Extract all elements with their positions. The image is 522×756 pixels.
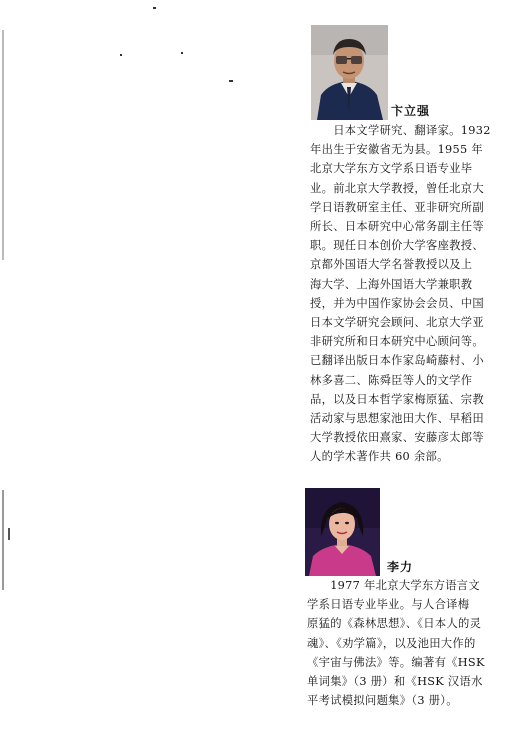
scan-speck <box>8 528 10 540</box>
bio-line: 已翻译出版日本作家岛崎藤村、小 <box>310 354 484 368</box>
author-bio-li-li <box>307 576 492 710</box>
bio-line: 魂》、《劝学篇》，以及池田大作的 <box>307 636 476 650</box>
bio-line: 大学教授依田熹家、安藤彦太郎等 <box>310 431 484 445</box>
bio-line: 学日语教研室主任、亚非研究所副 <box>310 200 484 214</box>
scan-speck <box>120 54 122 56</box>
bio-line: 非研究所和日本研究中心顾问等。 <box>310 335 484 349</box>
bio-line: 原猛的《森林思想》、《日本人的灵 <box>307 617 482 631</box>
scan-speck <box>2 30 4 260</box>
author-name-bian-liqiang: 卞立强 <box>391 104 431 118</box>
bio-line: 年出生于安徽省无为县。1955 年 <box>310 143 484 157</box>
bio-line: 职。现任日本创价大学客座教授、 <box>310 239 484 253</box>
bio-line: 所长、日本研究中心常务副主任等 <box>310 220 484 234</box>
bio-line: 《宇宙与佛法》等。编著有《HSK <box>307 655 485 669</box>
author-photo-bian-liqiang <box>311 25 388 120</box>
author-photo-li-li <box>305 488 380 576</box>
bio-line: 北京大学东方文学系日语专业毕 <box>310 162 473 176</box>
bio-line: 1977 年北京大学东方语言文 <box>307 579 481 592</box>
portrait-woman-icon <box>305 488 380 576</box>
bio-line: 业。前北京大学教授，曾任北京大 <box>310 181 484 195</box>
bio-line: 日本文学研究会顾问、北京大学亚 <box>310 316 484 330</box>
portrait-man-glasses-icon <box>311 25 388 120</box>
bio-line: 林多喜二、陈舜臣等人的文学作 <box>310 373 473 387</box>
bio-line: 人的学术著作共 60 余部。 <box>310 450 449 464</box>
bio-line: 品，以及日本哲学家梅原猛、宗教 <box>310 392 484 406</box>
bio-line: 海大学、上海外国语大学兼职教 <box>310 277 473 291</box>
scan-speck <box>2 490 4 590</box>
bio-line: 日本文学研究、翻译家。1932 <box>310 124 491 137</box>
bio-line: 授，并为中国作家协会会员、中国 <box>310 296 484 310</box>
author-name-li-li: 李力 <box>387 560 414 574</box>
scan-speck <box>153 7 156 9</box>
scan-speck <box>229 80 233 82</box>
bio-line: 学系日语专业毕业。与人合译梅 <box>307 598 470 612</box>
bio-line: 平考试模拟问题集》（3 册）。 <box>307 694 458 708</box>
author-bio-bian-liqiang <box>310 121 490 467</box>
scan-speck <box>181 52 183 54</box>
bio-line: 京都外国语大学名誉教授以及上 <box>310 258 473 272</box>
bio-line: 单词集》（3 册）和《HSK 汉语水 <box>307 675 483 689</box>
bio-line: 活动家与思想家池田大作、早稻田 <box>310 412 484 426</box>
